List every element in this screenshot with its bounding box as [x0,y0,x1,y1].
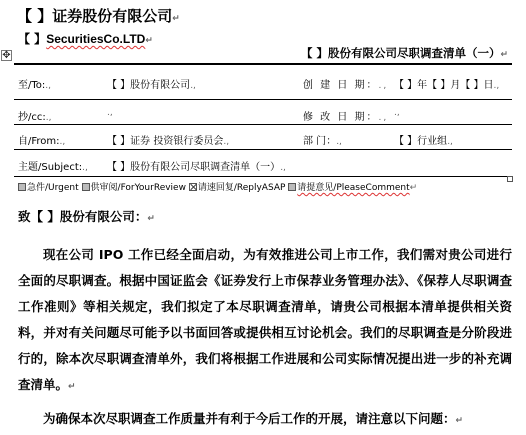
company-title: 【 】证券股份有限公司↵ [17,7,180,25]
table-bottom-border [14,176,512,177]
checkbox-for-review[interactable]: 供审阅/ForYourReview [82,183,186,193]
modified-date-label: 修 改 日 期：., [303,112,389,123]
checkbox-icon[interactable] [288,183,296,191]
salutation: 致【 】股份有限公司：↵ [18,209,155,224]
cc-label: 抄/cc:., [18,112,52,123]
checkbox-reply-asap[interactable]: 请速回复/ReplyASAP [189,183,286,193]
from-field[interactable]: 【 】证券 投资银行委员会., [107,136,230,147]
checked-checkbox-icon[interactable] [189,183,197,191]
modified-date-field[interactable]: ., [394,108,400,118]
subject-field[interactable]: 【 】股份有限公司尽职调查清单（一）., [107,162,286,173]
checkbox-icon[interactable] [82,183,90,191]
from-label: 自/From:., [18,136,66,147]
cc-field[interactable]: ., [107,108,113,118]
table-resize-handle[interactable] [507,176,513,182]
body-paragraph: 现在公司 IPO 工作已经全面启动，为有效推进公司上市工作，我们需对贵公司进行全面的尽职调查。根据中国证监会《证券发行上市保荐业务管理办法》、《保荐人尽职调查工作准则》等相关规定，我们拟定了本尽职调查清单，请贵公司根据本清单提供相关资料，并对有关问题尽可能予以书面回答或提供相互讨论机会。我们的尽职调查是分阶段进行的，除本次尽职调查清单外，我们将根据工作进展和公司实际情况提出进一步的补充调查清单。↵ [18,247,512,392]
checkbox-icon[interactable] [18,183,26,191]
english-company-name: 【 】SecuritiesCo.LTD↵ [18,32,153,46]
to-field[interactable]: 【 】股份有限公司., [107,80,196,91]
subject-label: 主题/Subject:., [18,162,88,173]
checkbox-please-comment[interactable]: 请提意见/PleaseComment [288,183,409,193]
department-label: 部 门：., [303,136,342,147]
body-paragraph: 为确保本次尽职调查工作质量并有利于今后工作的开展，请注意以下问题：↵ [43,411,464,426]
checkbox-urgent[interactable]: 急件/Urgent [18,183,79,193]
created-date-label: 创 建 日 期：., [303,80,389,91]
table-row-divider [14,99,512,100]
to-label: 至/To:., [18,80,51,91]
table-row-divider [14,149,512,150]
paragraph-mark-icon: ↵ [147,214,155,224]
created-date-field[interactable]: 【 】年【 】月【 】日., [394,80,500,91]
paragraph-mark-icon: ↵ [172,14,180,24]
paragraph-mark-icon: ↵ [145,36,153,46]
document-title: 【 】股份有限公司尽职调查清单（一）↵ [300,46,508,60]
department-field[interactable]: 【 】行业组., [394,136,453,147]
paragraph-mark-icon: ↵ [500,50,508,60]
table-move-handle-icon[interactable]: ✥ [2,50,11,61]
table-row-divider [14,124,512,125]
checkbox-row: 急件/Urgent 供审阅/ForYourReview 请速回复/ReplyASAP 请提意见/PleaseComment↵ [18,180,417,193]
table-top-border [14,63,512,65]
